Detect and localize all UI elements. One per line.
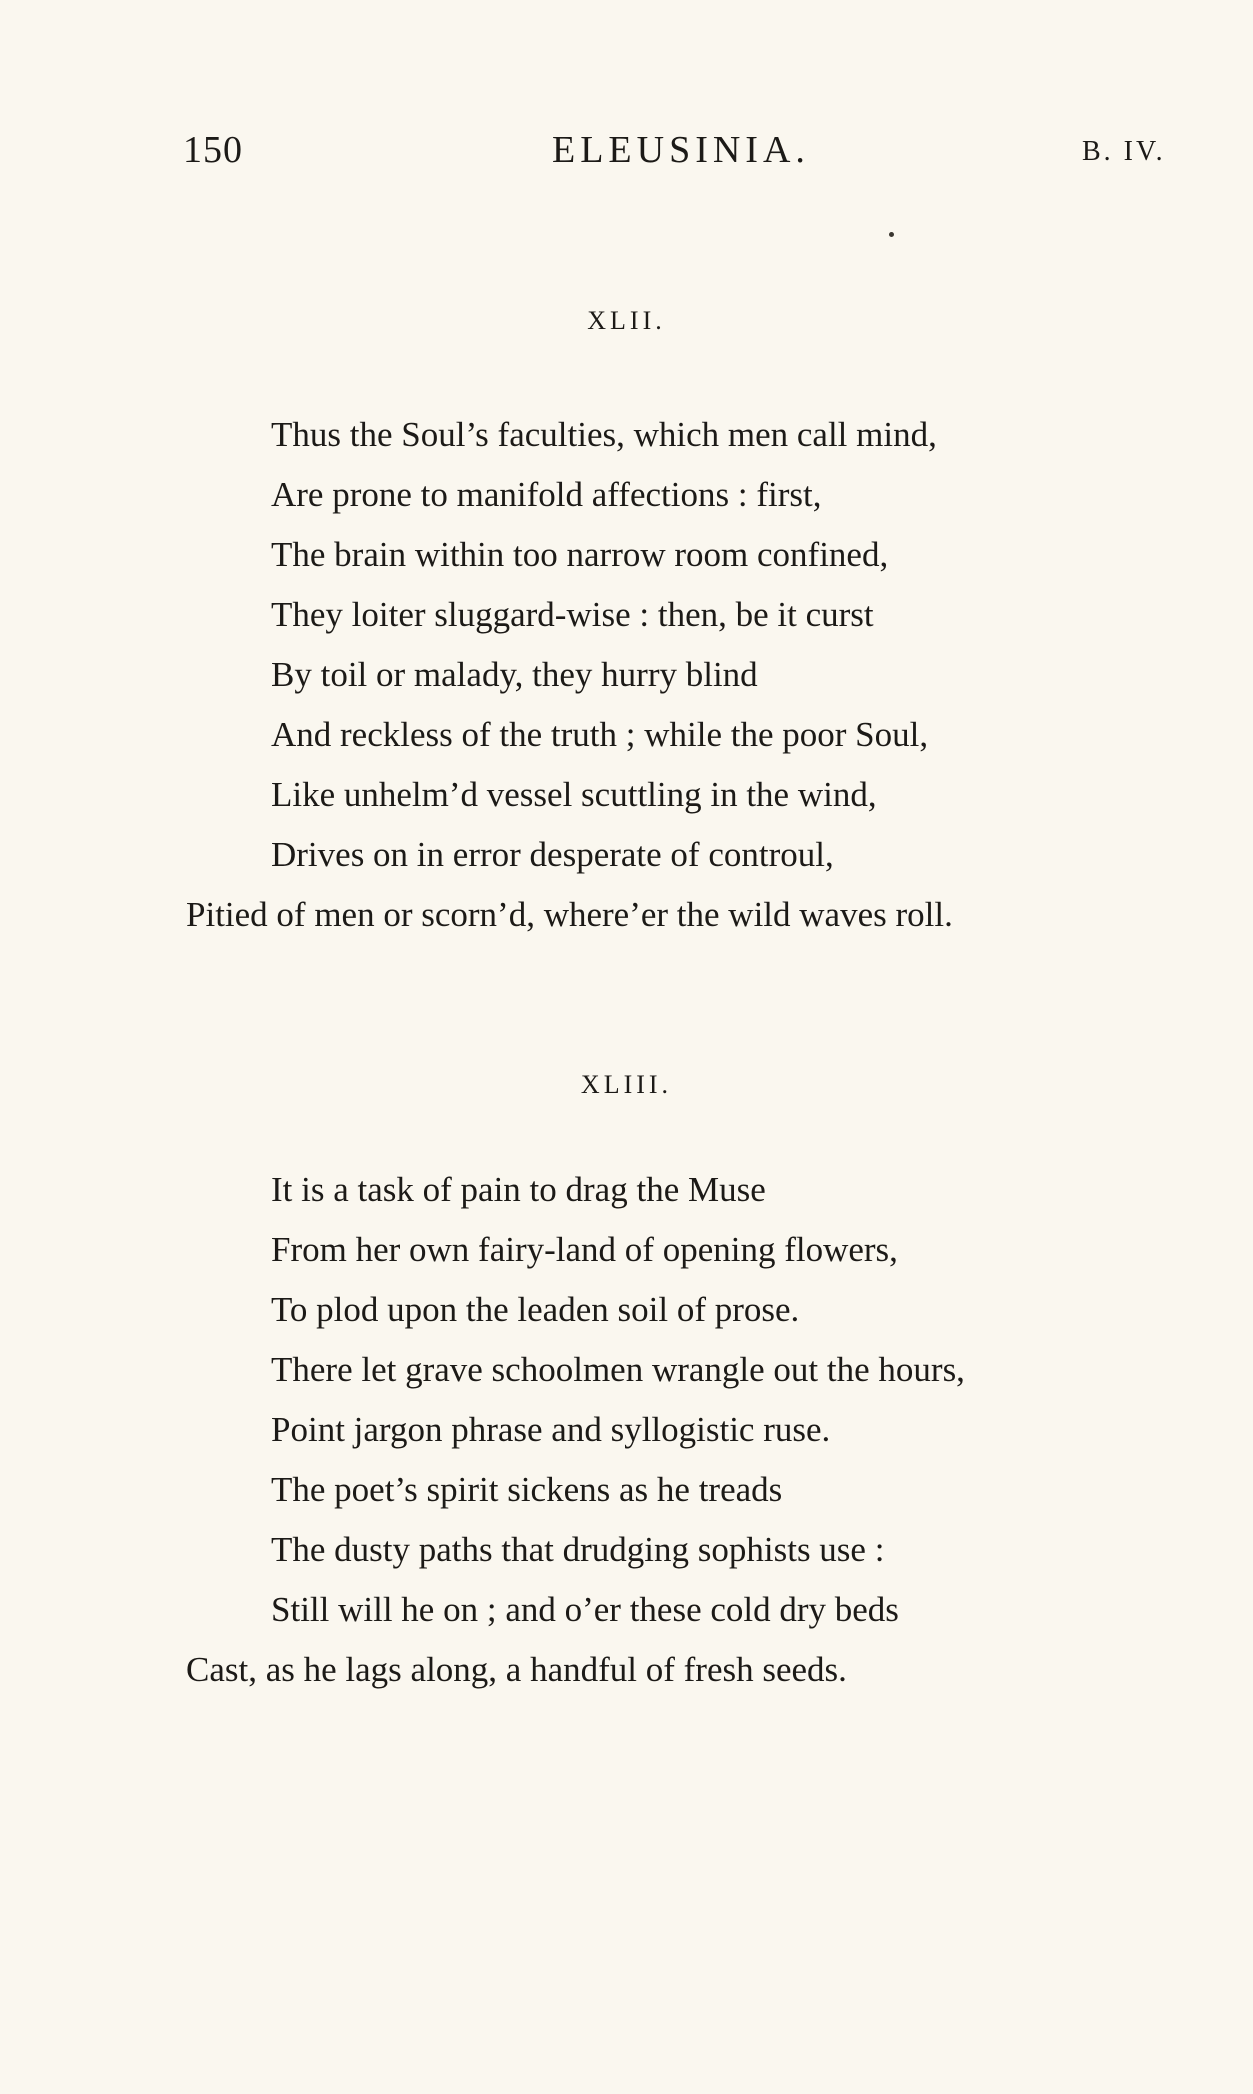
verse-line: From her own fairy-land of opening flowers,: [271, 1230, 898, 1269]
verse-line: The dusty paths that drudging sophists use :: [271, 1530, 885, 1569]
verse-line: Thus the Soul’s faculties, which men call mind,: [271, 415, 937, 454]
verse-line: Pitied of men or scorn’d, where’er the wild waves roll.: [186, 895, 953, 934]
verse-line: Cast, as he lags along, a handful of fresh seeds.: [186, 1650, 847, 1689]
verse-line: To plod upon the leaden soil of prose.: [271, 1290, 800, 1329]
verse-line: They loiter sluggard-wise : then, be it curst: [271, 595, 874, 634]
stanza-number: XLII.: [587, 306, 666, 335]
ink-speck: [889, 232, 894, 237]
book-marker: B. IV.: [1082, 136, 1166, 167]
verse-line: The poet’s spirit sickens as he treads: [271, 1470, 783, 1509]
verse-line: And reckless of the truth ; while the poor Soul,: [271, 715, 929, 754]
verse-line: Still will he on ; and o’er these cold dry beds: [271, 1590, 899, 1629]
verse-line: Are prone to manifold affections : first,: [271, 475, 822, 514]
verse-line: Point jargon phrase and syllogistic ruse.: [271, 1410, 831, 1449]
page-number: 150: [183, 129, 243, 171]
verse-line: It is a task of pain to drag the Muse: [271, 1170, 766, 1209]
verse-line: By toil or malady, they hurry blind: [271, 655, 758, 694]
stanza-number: XLIII.: [580, 1070, 673, 1099]
verse-line: Drives on in error desperate of controul,: [271, 835, 834, 874]
running-header: [0, 128, 1253, 178]
running-title: ELEUSINIA.: [552, 129, 810, 171]
verse-line: The brain within too narrow room confined,: [271, 535, 889, 574]
verse-line: There let grave schoolmen wrangle out the hours,: [271, 1350, 965, 1389]
verse-line: Like unhelm’d vessel scuttling in the wind,: [271, 775, 877, 814]
